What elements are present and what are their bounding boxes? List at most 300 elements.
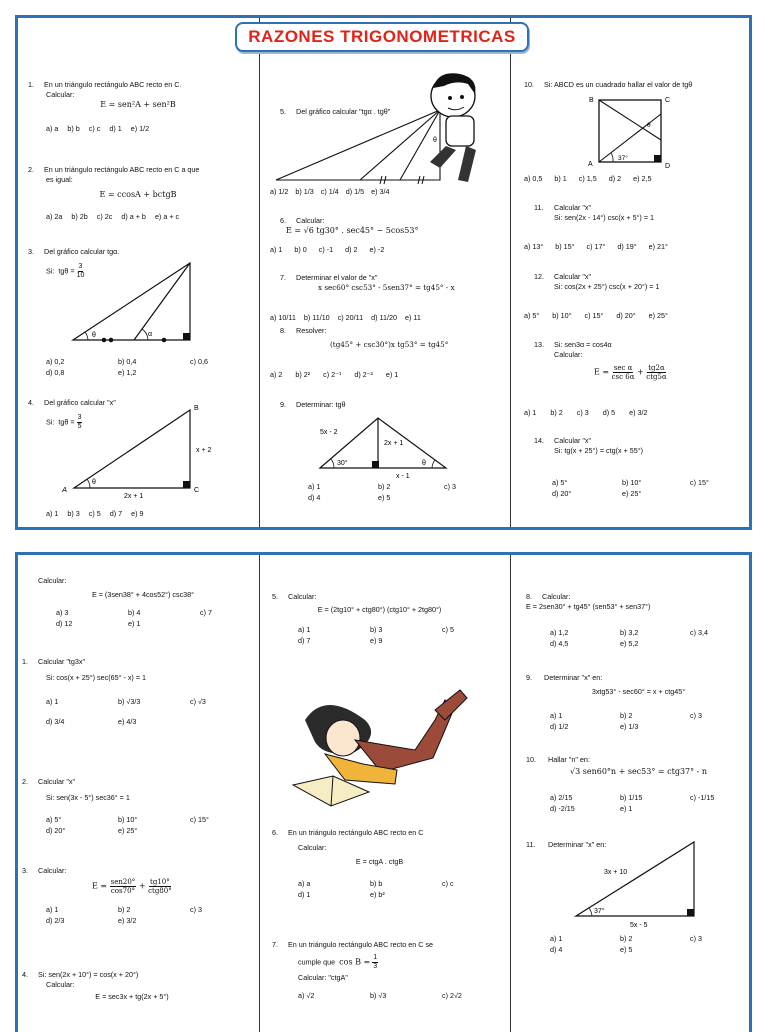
option-a: a) 1 [550, 711, 563, 720]
answer-options [270, 187, 390, 197]
problem-5-figure [270, 70, 490, 190]
column-divider [259, 18, 260, 527]
option-d: d) 2/3 [46, 916, 65, 925]
option-d: d) 4,5 [550, 639, 569, 648]
calc-label: Calcular: "ctgA" [298, 973, 348, 982]
option-e: e) 25° [118, 826, 138, 835]
problem-13 [534, 340, 667, 381]
formula: E = (3sen38° + 4cos52°) csc38° [91, 590, 195, 599]
problem-text: Calcular: [296, 216, 325, 225]
option-c: c) 2⁻¹ [323, 370, 342, 379]
problem-text: Determinar: tgθ [296, 400, 346, 409]
problem-7 [280, 273, 455, 293]
problem-number: 3. [22, 866, 28, 875]
answer-options [270, 313, 421, 323]
option-b: b) 2 [378, 482, 391, 491]
denominator: cos70° [110, 887, 136, 895]
formula: (tg45° + csc30°)x tg53° = tg45° [330, 340, 449, 349]
answer-options [524, 408, 648, 418]
problem-8 [280, 326, 448, 350]
problem-12 [534, 272, 659, 292]
option-c: c) 3 [576, 408, 589, 417]
option-d: d) 2 [608, 174, 622, 183]
problem-14-answers [534, 478, 730, 499]
option-a: a) 2/15 [550, 793, 573, 802]
fraction [646, 364, 666, 381]
answer-options [526, 711, 751, 732]
option-c: c) 3 [444, 482, 456, 491]
option-d: d) 12 [56, 619, 73, 628]
problem-text: En un triángulo rectángulo ABC recto en C. [44, 80, 182, 89]
option-b: b) 10° [552, 311, 572, 320]
problem-p2-11-answers [526, 934, 751, 955]
problem-text: Del gráfico calcular "tgα . tgθ" [296, 107, 391, 116]
numerator: 1 [373, 954, 378, 961]
formula: Si: cos(x + 25°) sec(65° - x) = 1 [46, 673, 147, 682]
problem-9 [280, 400, 346, 410]
problem-text: Si: sen3α = cos4α [554, 340, 612, 349]
column-divider [510, 555, 511, 1032]
option-b: b) 2 [620, 934, 633, 943]
option-a: a) 3 [56, 608, 69, 617]
condition-line [272, 954, 487, 971]
option-a: a) 1 [270, 245, 283, 254]
answer-options [272, 991, 487, 1001]
fraction-formula: E = $\frac{\text{sec α}}{\csc 6\alpha}$ + $\frac{tg2\alpha}{\text{ctg5α}}$ [594, 364, 667, 381]
option-d: d) 1/2 [550, 722, 569, 731]
problem-number: 3. [28, 247, 34, 256]
problem-number: 12. [534, 272, 544, 281]
fraction [612, 364, 635, 381]
vertex-c-label: C [665, 97, 671, 104]
option-b: b) 15° [555, 242, 575, 251]
problem-number: 2. [22, 777, 28, 786]
svg-text:α: α [148, 331, 153, 338]
option-a: a) 1 [46, 905, 59, 914]
problem-text: Si: sen(2x + 10°) = cos(x + 20°) [38, 970, 139, 979]
problem-number: 8. [280, 326, 286, 335]
option-b: b) 0 [294, 245, 307, 254]
theta-label: θ [647, 122, 651, 129]
problem-9-answers [290, 482, 484, 503]
problem-11 [534, 203, 654, 223]
option-e: e) 9 [131, 509, 144, 518]
option-d: d) 1 [298, 890, 311, 899]
answer-options [22, 815, 242, 836]
option-a: a) 13° [524, 242, 544, 251]
option-a: a) 1 [524, 408, 537, 417]
answer-options [526, 793, 751, 814]
option-a: a) 2 [270, 370, 283, 379]
problem-number: 9. [280, 400, 286, 409]
problem-text: Calcular: [38, 866, 67, 875]
answer-options [524, 242, 668, 252]
problem-text: Calcular: [288, 592, 317, 601]
page-title: RAZONES TRIGONOMETRICAS [248, 27, 516, 46]
problem-text: Del gráfico calcular "x" [44, 398, 116, 407]
option-e: e) 1 [385, 370, 399, 379]
vertex-b-label: B [194, 405, 199, 412]
option-c: c) √3 [190, 697, 206, 706]
fraction [372, 954, 378, 971]
calc-label: Calcular: [38, 576, 67, 585]
formula: E = (2tg10° + ctg80°) (ctg10° + 2tg80°) [317, 605, 442, 614]
option-b: b) 1/3 [295, 187, 314, 196]
problem-p2-1 [22, 657, 242, 727]
problem-text: En un triángulo rectángulo ABC recto en C se [288, 940, 434, 949]
cartoon-girl-reading-illustration [285, 680, 475, 815]
denominator: ctg5α [646, 373, 667, 381]
problem-13-answers [524, 408, 648, 418]
problem-text: Determinar "x" en: [548, 840, 607, 849]
option-d: d) a + b [121, 212, 146, 221]
problem-4-answers [28, 509, 248, 519]
option-a: a) 1 [46, 697, 59, 706]
option-e: e) 11 [404, 313, 421, 322]
option-b: b) 3,2 [620, 628, 639, 637]
problem-number: 7. [280, 273, 286, 282]
problem-p2-4 [22, 970, 242, 1002]
calc-label: Calcular: [554, 350, 583, 359]
option-e: e) 1/2 [130, 124, 150, 133]
option-d: d) 4 [550, 945, 563, 954]
side-label: x + 2 [196, 447, 212, 454]
option-d: d) 20° [552, 489, 572, 498]
problem-number: 9. [526, 673, 532, 682]
option-b: b) 2b [71, 212, 88, 221]
option-d: d) -2/15 [550, 804, 575, 813]
option-c: c) 1,5 [578, 174, 597, 183]
given-prefix: Si: [46, 266, 55, 276]
calc-label: Calcular: [298, 843, 327, 852]
problem-10-answers [524, 174, 652, 184]
option-a: a) a [46, 124, 59, 133]
left-side-label: 5x - 2 [320, 429, 338, 436]
column-divider [259, 555, 260, 1032]
height-label: 2x + 1 [384, 440, 404, 447]
option-e: e) b² [370, 890, 385, 899]
option-b: b) 0,4 [118, 357, 137, 366]
option-e: e) 1/3 [620, 722, 639, 731]
problem-number: 10. [524, 80, 534, 89]
vertex-a-label: A [588, 161, 593, 168]
denominator: csc 6α [611, 373, 635, 381]
problem-text: cumple que [298, 957, 336, 967]
option-e: e) 3/2 [629, 408, 648, 417]
problem-text: Calcular "x" [554, 272, 592, 281]
option-b: b) 1 [554, 174, 567, 183]
option-a: a) 2a [46, 212, 63, 221]
problem-text: Si: ABCD es un cuadrado hallar el valor de tgθ [544, 80, 693, 89]
answer-options [22, 697, 242, 727]
answer-options [38, 608, 248, 629]
problem-5-answers [270, 187, 390, 197]
problem-number: 14. [534, 436, 544, 445]
denominator: 5 [77, 423, 82, 430]
problem-p2-8 [526, 592, 751, 649]
problem-number: 4. [22, 970, 28, 979]
answer-options [524, 311, 668, 321]
option-b: b) 3 [370, 625, 383, 634]
problem-p2-10 [526, 755, 751, 814]
problem-text: Calcular "x" [554, 436, 592, 445]
option-a: a) 1 [308, 482, 321, 491]
denominator: 10 [76, 272, 85, 279]
fraction-formula: E = $\frac{\text{sen20°}}{\cos 70^\circ}$ + $\frac{tg10^\circ}{\text{ctg80°}}$ [92, 878, 172, 895]
problem-number: 8. [526, 592, 532, 601]
option-c: c) 15° [690, 478, 709, 487]
option-a: a) 1/2 [270, 187, 289, 196]
problem-number: 11. [526, 840, 536, 849]
problem-p2-5 [272, 592, 487, 646]
problem-14 [534, 436, 643, 456]
option-a: a) 0,2 [46, 357, 65, 366]
option-c: c) 3 [690, 934, 702, 943]
answer-options [534, 478, 730, 499]
option-c: c) 0,6 [190, 357, 208, 366]
base-label: x - 1 [396, 473, 410, 480]
option-b: b) 3 [67, 509, 80, 518]
answer-options [526, 934, 751, 955]
option-e: e) 1 [620, 804, 633, 813]
option-e: e) a + c [154, 212, 180, 221]
problem-p2-7 [272, 940, 487, 1001]
answer-options [524, 174, 652, 184]
given-lhs: tgθ = [58, 266, 75, 276]
formula: x sec60° csc53° - 5sen37° = tg45° - x [318, 283, 455, 292]
option-a: a) 1 [46, 509, 59, 518]
option-d: d) 1/5 [345, 187, 365, 196]
option-e: e) 5 [378, 493, 391, 502]
answer-options [270, 245, 384, 255]
option-c: c) -1/15 [690, 793, 715, 802]
answer-options [28, 357, 248, 378]
option-d: d) 4 [308, 493, 321, 502]
numerator: 3 [77, 414, 82, 421]
option-e: e) 25° [648, 311, 668, 320]
option-a: a) 1 [298, 625, 311, 634]
option-b: b) 10° [622, 478, 642, 487]
option-e: e) 3/4 [371, 187, 390, 196]
option-b: b) 1/15 [620, 793, 643, 802]
option-d: d) 1 [109, 124, 122, 133]
given-lhs: tgθ = [58, 417, 75, 427]
option-b: b) √3/3 [118, 697, 141, 706]
option-b: b) b [370, 879, 383, 888]
problem-12-answers [524, 311, 668, 321]
angle-30-label: 30° [337, 460, 348, 467]
angle-37-label: 37° [594, 908, 605, 915]
option-c: c) c [88, 124, 101, 133]
problem-1 [28, 80, 248, 134]
triangle-figure-4 [58, 400, 228, 505]
option-c: c) 3 [690, 711, 702, 720]
base-label: 5x - 5 [630, 922, 648, 929]
condition-lhs: cos B = [339, 957, 371, 967]
option-c: c) 3 [190, 905, 202, 914]
calc-label: Calcular: [46, 90, 75, 99]
option-e: e) 21° [648, 242, 668, 251]
answer-options [28, 212, 248, 222]
answer-options [28, 509, 248, 519]
square-figure-10 [585, 92, 685, 172]
option-c: c) 15° [190, 815, 209, 824]
option-e: e) 1,2 [118, 368, 137, 377]
problem-text: En un triángulo rectángulo ABC recto en C [288, 828, 424, 837]
option-e: e) 5 [620, 945, 633, 954]
option-c: c) 1/4 [320, 187, 339, 196]
problem-text: Del gráfico calcular tgα. [44, 247, 120, 256]
vertex-d-label: D [665, 163, 671, 170]
option-a: a) 0,5 [524, 174, 543, 183]
formula: Si: cos(2x + 25°) csc(x + 20°) = 1 [554, 282, 660, 291]
problem-number: 10. [526, 755, 536, 764]
option-d: d) 5 [602, 408, 616, 417]
base-label: 2x + 1 [124, 493, 144, 500]
problem-text: En un triángulo rectángulo ABC recto en C a que [44, 165, 200, 174]
formula: E = ccosA + bctgB [99, 190, 177, 199]
angle-label: θ [92, 479, 96, 486]
formula: 3xtg53° - sec60° = x + ctg45° [591, 687, 686, 696]
answer-options [272, 879, 487, 900]
problem-number: 2. [28, 165, 34, 174]
problem-number: 6. [280, 216, 286, 225]
option-a: a) 10/11 [270, 313, 296, 322]
numerator: tg10° [150, 878, 170, 886]
option-e: e) 3/2 [118, 916, 137, 925]
triangle-figure-9 [300, 410, 460, 482]
problem-text: Determinar "x" en: [544, 673, 603, 682]
option-b: b) b [67, 124, 80, 133]
option-d: d) 7 [298, 636, 311, 645]
option-a: a) 5° [524, 311, 540, 320]
denominator: 3 [373, 963, 378, 970]
hypotenuse-label: 3x + 10 [604, 869, 628, 876]
problem-6-answers [270, 245, 384, 255]
option-c: c) 17° [586, 242, 606, 251]
problem-p2-9 [526, 673, 751, 732]
answer-options [270, 370, 398, 380]
angle-theta-label: θ [422, 460, 426, 467]
given-prefix: Si: [46, 417, 55, 427]
problem-calc-1 [38, 576, 248, 629]
option-c: c) 7 [200, 608, 212, 617]
option-b: b) 2 [620, 711, 633, 720]
numerator: sec α [613, 364, 633, 372]
problem-text: Calcular "x" [554, 203, 592, 212]
option-c: c) 5 [442, 625, 454, 634]
option-d: d) 11/20 [371, 313, 397, 322]
option-e: e) 5,2 [620, 639, 639, 648]
problem-number: 1. [28, 80, 34, 89]
answer-options [526, 628, 751, 649]
answer-options [28, 124, 248, 134]
option-c: c) c [442, 879, 454, 888]
problem-8-answers [270, 370, 398, 380]
option-e: e) 9 [370, 636, 383, 645]
formula: E = ctgA . ctgB [355, 857, 404, 866]
formula: Si: tg(x + 25°) = ctg(x + 55°) [554, 446, 644, 455]
numerator: 3 [78, 263, 83, 270]
vertex-c-label: C [194, 487, 200, 494]
problem-text: Hallar "n" en: [548, 755, 590, 764]
option-b: b) 2 [118, 905, 131, 914]
svg-text:θ: θ [433, 137, 437, 144]
problem-text: Determinar el valor de "x" [296, 273, 378, 282]
option-d: d) 2⁻² [354, 370, 373, 379]
triangle-figure-3 [68, 258, 208, 348]
problem-number: 1. [22, 657, 28, 666]
option-a: a) 1,2 [550, 628, 569, 637]
triangle-figure-p2-11 [570, 836, 710, 931]
option-e: e) -2 [369, 245, 385, 254]
option-b: b) 2 [550, 408, 563, 417]
problem-text: es igual: [46, 175, 73, 184]
problem-p2-2 [22, 777, 242, 836]
problem-5 [280, 107, 390, 117]
formula-lhs: E = [594, 367, 610, 377]
problem-11-answers [524, 242, 668, 252]
fraction [148, 878, 172, 895]
option-b: b) 10° [118, 815, 138, 824]
problem-text: Calcular: [542, 592, 571, 601]
problem-number: 4. [28, 398, 34, 407]
option-a: a) a [298, 879, 311, 888]
numerator: tg2α [648, 364, 665, 372]
option-e: e) 1 [128, 619, 141, 628]
option-e: e) 2,5 [633, 174, 652, 183]
option-c: c) 15° [584, 311, 604, 320]
option-c: c) -1 [318, 245, 334, 254]
angle-37-label: 37° [618, 155, 628, 162]
problem-number: 13. [534, 340, 544, 349]
problem-2 [28, 165, 248, 222]
formula: E = 2sen30° + tg45° (sen53° + sen37°) [526, 602, 651, 611]
cartoon-boy-illustration [430, 73, 476, 182]
problem-number: 6. [272, 828, 278, 837]
problem-7-answers [270, 313, 421, 323]
option-d: d) 0,8 [46, 368, 65, 377]
problem-p2-3 [22, 866, 242, 926]
option-b: b) 2² [295, 370, 311, 379]
formula: E = √6 tg30° . sec45° − 5cos53° [286, 226, 419, 235]
answer-options [290, 482, 484, 503]
denominator: ctg80° [148, 887, 172, 895]
calc-label: Calcular: [46, 980, 75, 989]
option-a: a) 5° [552, 478, 568, 487]
problem-number: 5. [272, 592, 278, 601]
option-a: a) 5° [46, 815, 62, 824]
option-b: b) √3 [370, 991, 387, 1000]
formula: E = sec3x + tg(2x + 5°) [95, 992, 169, 1001]
problem-6 [280, 216, 418, 236]
option-c: c) 5 [88, 509, 101, 518]
option-b: b) 4 [128, 608, 141, 617]
option-c: c) 2c [96, 212, 113, 221]
option-c: c) 20/11 [337, 313, 364, 322]
option-c: c) 3,4 [690, 628, 708, 637]
vertex-b-label: B [589, 97, 594, 104]
option-d: d) 3/4 [46, 717, 65, 726]
problem-text: Resolver: [296, 326, 327, 335]
option-d: d) 20° [616, 311, 636, 320]
problem-10 [524, 80, 692, 90]
option-e: e) 25° [622, 489, 642, 498]
answer-options [272, 625, 487, 646]
formula-lhs: E = [92, 881, 108, 891]
column-divider [510, 18, 511, 527]
problem-text: Calcular "x" [38, 777, 76, 786]
